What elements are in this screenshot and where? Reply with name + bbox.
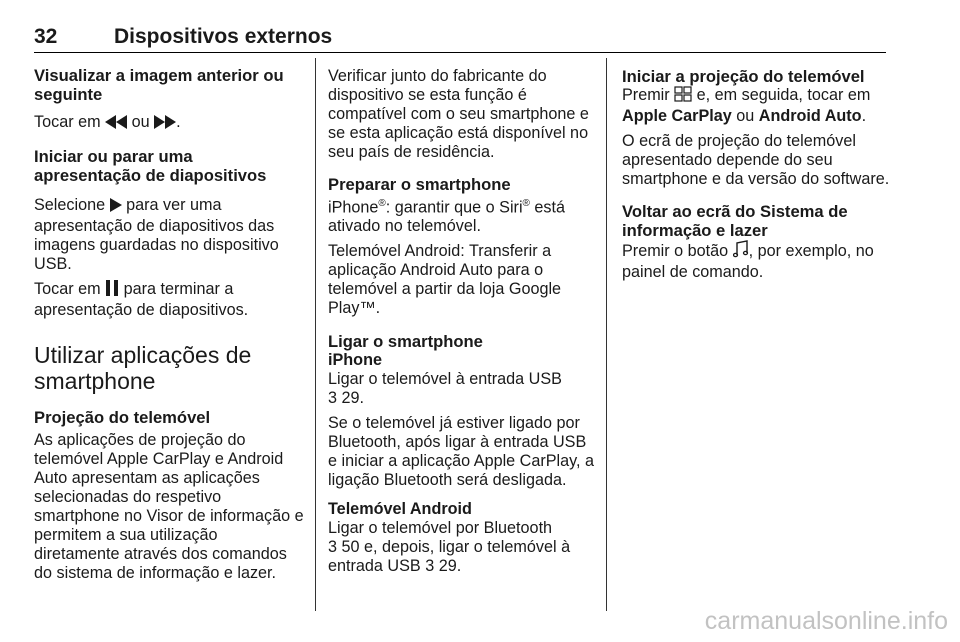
column-1 — [34, 63, 304, 583]
page-ref-symbol: 3 — [328, 389, 338, 408]
column-divider-2 — [606, 58, 607, 611]
heading-view-image: Visualizar a imagem anterior ou seguinte — [34, 66, 284, 104]
music-note-icon — [733, 240, 749, 263]
page-ref-link[interactable]: 50 e, depois, ligar o telemóvel à — [337, 538, 571, 557]
paragraph-projection: As aplicações de projeção do telemóvel Apple CarPlay e Android Auto apresentam as aplicações selecionadas do respetivo smartphone no Visor de informação e permitem a sua utilização diretamente através dos comandos do sistema de informação e lazer. — [34, 431, 304, 582]
paragraph-verify: Verificar junto do fabricante do dispositivo se esta função é compatível com o seu smartphone e se esta aplicação está disponível no seu país de residência. — [328, 67, 589, 161]
fast-forward-icon — [154, 115, 176, 134]
heading-return-infotainment: Voltar ao ecrã do Sistema de informação e lazer — [622, 202, 848, 240]
heading-start-projection: Iniciar a projeção do telemóvel — [622, 67, 865, 86]
paragraph-tap-prev-next: Tocar em ou . — [34, 113, 304, 134]
paragraph-projection-screen: O ecrã de projeção do telemóvel apresentado depende do seu smartphone e da versão do software. — [622, 132, 890, 188]
page-header — [34, 22, 886, 53]
page-number: 32 — [34, 25, 58, 48]
paragraph-press-button: Premir o botão , por exemplo, no painel de comando. — [622, 242, 874, 281]
apple-carplay-label: Apple CarPlay — [622, 107, 732, 125]
paragraph-select-slideshow: Selecione para ver uma apresentação de diapositivos das imagens guardadas no dispositivo USB. — [34, 196, 279, 273]
heading-slideshow: Iniciar ou parar uma apresentação de diapositivos — [34, 147, 267, 185]
paragraph-iphone-connect: Ligar o telemóvel à entrada USB 3 29. — [328, 370, 562, 408]
column-2 — [328, 63, 598, 576]
paragraph-iphone-siri: iPhone®: garantir que o Siri® está ativado no telemóvel. — [328, 198, 566, 236]
pause-icon — [105, 280, 119, 301]
android-auto-label: Android Auto — [758, 107, 862, 125]
subheading-android-phone: Telemóvel Android — [328, 500, 472, 519]
page-ref-symbol: 3 — [425, 557, 435, 576]
watermark: carmanualsonline.info — [704, 607, 948, 635]
rewind-icon — [105, 115, 127, 134]
heading-phone-projection: Projeção do telemóvel — [34, 408, 211, 427]
heading-prepare-smartphone: Preparar o smartphone — [328, 175, 511, 194]
section-heading-smartphone-apps: Utilizar aplicações de smartphone — [34, 342, 252, 394]
grid-icon — [674, 86, 692, 107]
column-3 — [622, 63, 897, 282]
page-ref-link[interactable]: 29. — [337, 389, 365, 408]
page-ref-link[interactable]: 29. — [434, 557, 462, 576]
paragraph-press-home: Premir e, em seguida, tocar em Apple CarPlay ou Android Auto. — [622, 86, 871, 125]
paragraph-android-connect: Ligar o telemóvel por Bluetooth 3 50 e, depois, ligar o telemóvel à entrada USB 3 29. — [328, 519, 571, 576]
play-icon — [110, 198, 122, 217]
subheading-iphone: iPhone — [328, 351, 382, 370]
page-title: Dispositivos externos — [114, 25, 333, 48]
column-divider-1 — [315, 58, 316, 611]
page-ref-symbol: 3 — [328, 538, 338, 557]
heading-connect-smartphone: Ligar o smartphone — [328, 332, 483, 352]
paragraph-stop-slideshow: Tocar em para terminar a apresentação de diapositivos. — [34, 280, 249, 319]
paragraph-bluetooth-disconnect: Se o telemóvel já estiver ligado por Bluetooth, após ligar à entrada USB e iniciar a aplicação Apple CarPlay, a ligação Bluetooth será desligada. — [328, 414, 595, 490]
paragraph-android-download: Telemóvel Android: Transferir a aplicação Android Auto para o telemóvel a partir da loja Google Play™. — [328, 242, 562, 318]
